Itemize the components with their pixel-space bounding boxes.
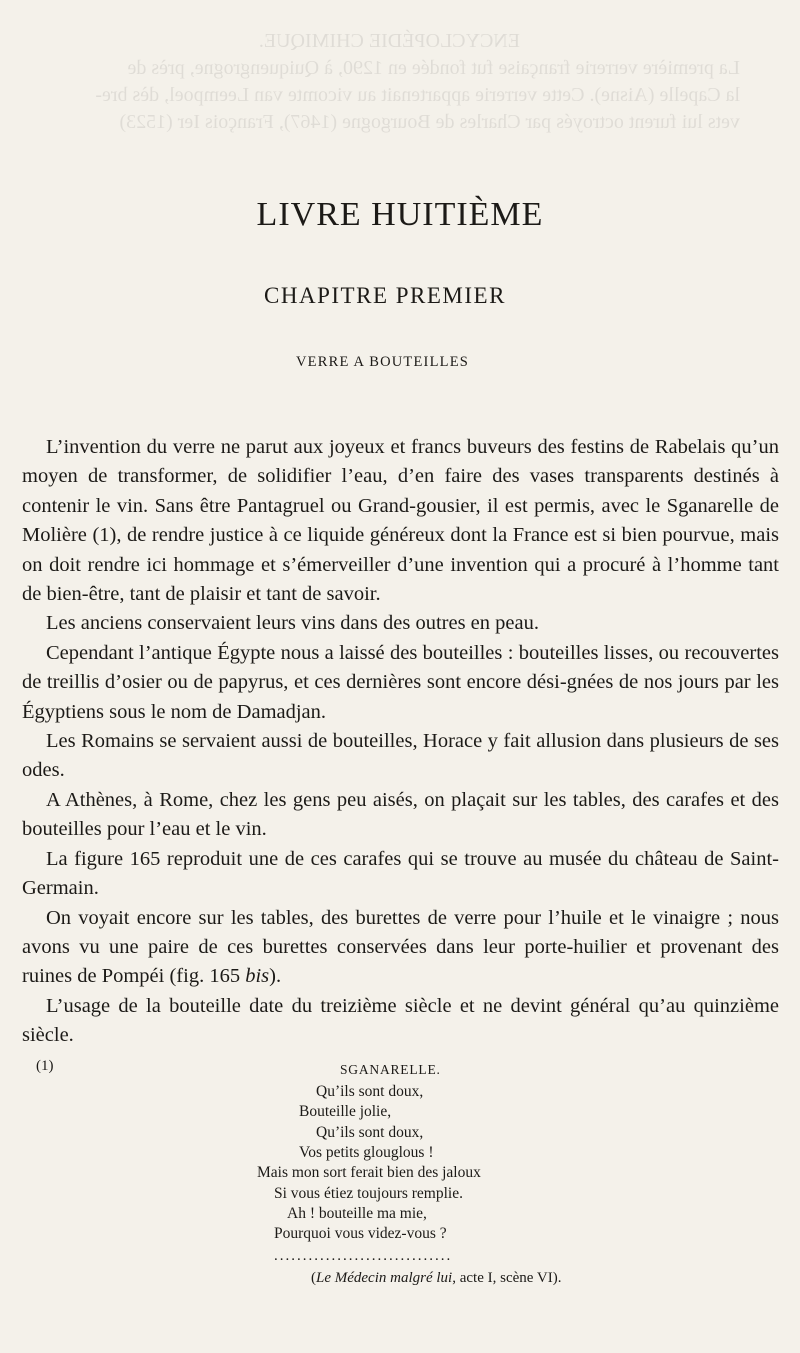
paragraph: La figure 165 reproduit une de ces carafes qui se trouve au musée du château de Saint-Germain. bbox=[22, 847, 779, 900]
source-detail: , acte I, scène VI). bbox=[452, 1270, 562, 1286]
body-text bbox=[22, 433, 779, 1051]
poem-line: Ah ! bouteille ma mie, bbox=[287, 1205, 427, 1222]
paragraph: A Athènes, à Rome, chez les gens peu aisés, on plaçait sur les tables, des carafes et des bouteilles pour l’eau et le vin. bbox=[22, 788, 779, 841]
poem-line: Qu’ils sont doux, bbox=[316, 1083, 424, 1100]
chapter-title: CHAPITRE PREMIER bbox=[264, 283, 506, 308]
footnote-mark: (1) bbox=[36, 1058, 54, 1074]
poem-ellipsis: ............................... bbox=[274, 1248, 453, 1264]
bleed-line: La première verrerie française fut fondée en 1290, à Quiquengrogne, près de bbox=[127, 57, 740, 79]
bleed-line: la Capelle (Aisne). Cette verrerie appartenait au vicomte van Leempoel, dès bre- bbox=[95, 84, 740, 106]
source-paren: ( bbox=[311, 1270, 316, 1286]
section-title: VERRE A BOUTEILLES bbox=[295, 354, 470, 370]
footnote-speaker: SGANARELLE. bbox=[340, 1062, 441, 1077]
paragraph-text: ). bbox=[269, 965, 282, 988]
source-title: Le Médecin malgré lui bbox=[316, 1270, 453, 1286]
paragraph: Les anciens conservaient leurs vins dans des outres en peau. bbox=[46, 612, 539, 635]
paragraph: Cependant l’antique Égypte nous a laissé des bouteilles : bouteilles lisses, ou recouvertes de treillis d’osier ou de papyrus, et ces dernières sont encore dési-gnées de nos jours par les Égyptiens sous le nom de Damadjan. bbox=[22, 641, 779, 723]
paragraph: L’usage de la bouteille date du treizième siècle et ne devint général qu’au quinzième siècle. bbox=[22, 994, 779, 1047]
bleed-line: ENCYCLOPÉDIE CHIMIQUE. bbox=[258, 30, 520, 52]
poem-line: Si vous étiez toujours remplie. bbox=[274, 1185, 463, 1202]
paragraph-text: On voyait encore sur les tables, des burettes de verre pour l’huile et le vinaigre ; nous avons vu une paire de ces burettes conservées dans leur porte-huilier et provenant des ruines de Pompéi (fig. 165 bbox=[22, 906, 779, 988]
paragraph: Les Romains se servaient aussi de bouteilles, Horace y fait allusion dans plusieurs de ses odes. bbox=[22, 730, 779, 782]
bleed-line: vets lui furent octroyés par Charles de Bourgogne (1467), François Ier (1523) bbox=[119, 111, 740, 133]
poem-line: Mais mon sort ferait bien des jaloux bbox=[257, 1164, 481, 1181]
poem-line: Pourquoi vous videz-vous ? bbox=[274, 1225, 447, 1242]
poem-line: Bouteille jolie, bbox=[299, 1103, 392, 1120]
book-title: LIVRE HUITIÈME bbox=[256, 196, 544, 233]
paragraph: L’invention du verre ne parut aux joyeux et francs buveurs des festins de Rabelais qu’un moyen de transformer, de solidifier l’eau, d’en faire des vases transparents destinés à contenir le vin. Sans être Pantagruel ou Grand-gousier, il est permis, avec le Sganarelle de Molière (1), de rendre justice à ce liquide généreux dont la France est si bien pourvue, mais on doit rendre ici hommage et s’émerveiller d’une invention qui a procuré à l’homme tant de bien-être, tant de plaisir et tant de savoir. bbox=[22, 436, 779, 606]
poem-line: Qu’ils sont doux, bbox=[316, 1124, 424, 1141]
paragraph bbox=[22, 904, 779, 992]
bleed-through-text bbox=[0, 28, 800, 136]
footnote-source bbox=[311, 1270, 561, 1287]
poem-line: Vos petits glouglous ! bbox=[299, 1144, 434, 1161]
paragraph-italic: bis bbox=[245, 965, 270, 988]
